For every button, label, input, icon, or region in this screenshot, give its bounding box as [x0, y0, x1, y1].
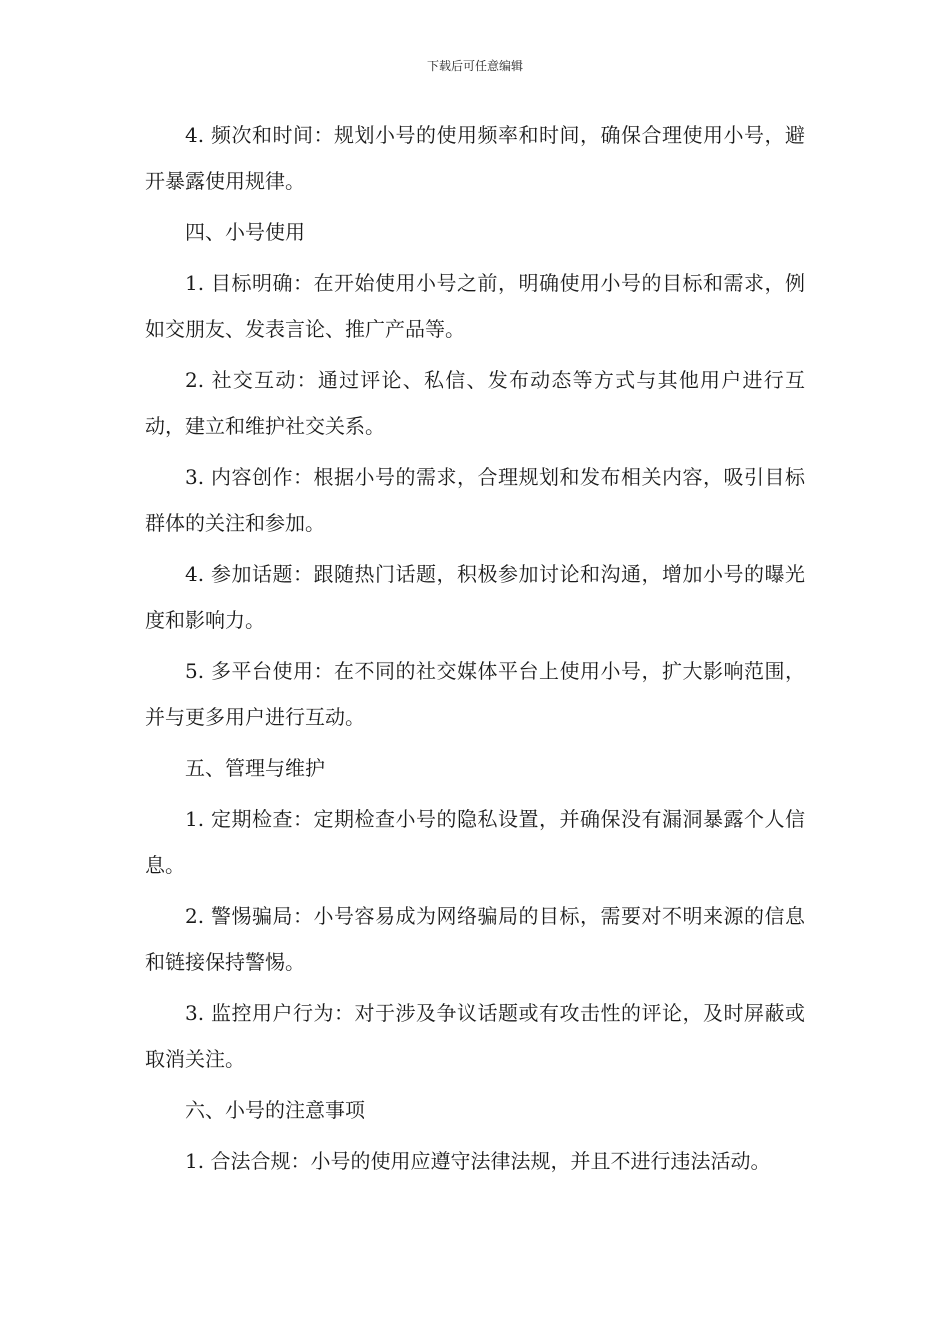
- section-heading-management: 五、管理与维护: [185, 756, 325, 780]
- paragraph-multi-platform: 5. 多平台使用：在不同的社交媒体平台上使用小号，扩大影响范围，并与更多用户进行互动。: [145, 659, 805, 729]
- page-header: 下载后可任意编辑: [426, 59, 523, 73]
- document-body: [145, 112, 805, 1189]
- paragraph-monitor-behavior: 3. 监控用户行为：对于涉及争议话题或有攻击性的评论，及时屏蔽或取消关注。: [145, 1001, 805, 1071]
- paragraph-regular-check: 1. 定期检查：定期检查小号的隐私设置，并确保没有漏洞暴露个人信息。: [145, 807, 805, 877]
- paragraph-beware-scams: 2. 警惕骗局：小号容易成为网络骗局的目标，需要对不明来源的信息和链接保持警惕。: [145, 904, 805, 974]
- paragraph-join-topics: 4. 参加话题：跟随热门话题，积极参加讨论和沟通，增加小号的曝光度和影响力。: [145, 562, 805, 632]
- paragraph-content-creation: 3. 内容创作：根据小号的需求，合理规划和发布相关内容，吸引目标群体的关注和参加。: [145, 465, 805, 535]
- paragraph-social-interaction: 2. 社交互动：通过评论、私信、发布动态等方式与其他用户进行互动，建立和维护社交关系。: [145, 368, 805, 438]
- paragraph-legal-compliance: 1. 合法合规：小号的使用应遵守法律法规，并且不进行违法活动。: [185, 1149, 771, 1173]
- section-heading-precautions: 六、小号的注意事项: [185, 1098, 365, 1122]
- paragraph-clear-goals: 1. 目标明确：在开始使用小号之前，明确使用小号的目标和需求，例如交朋友、发表言论、推广产品等。: [145, 271, 805, 341]
- section-heading-usage: 四、小号使用: [185, 220, 305, 244]
- paragraph-frequency-time: 4. 频次和时间：规划小号的使用频率和时间，确保合理使用小号，避开暴露使用规律。: [145, 123, 805, 193]
